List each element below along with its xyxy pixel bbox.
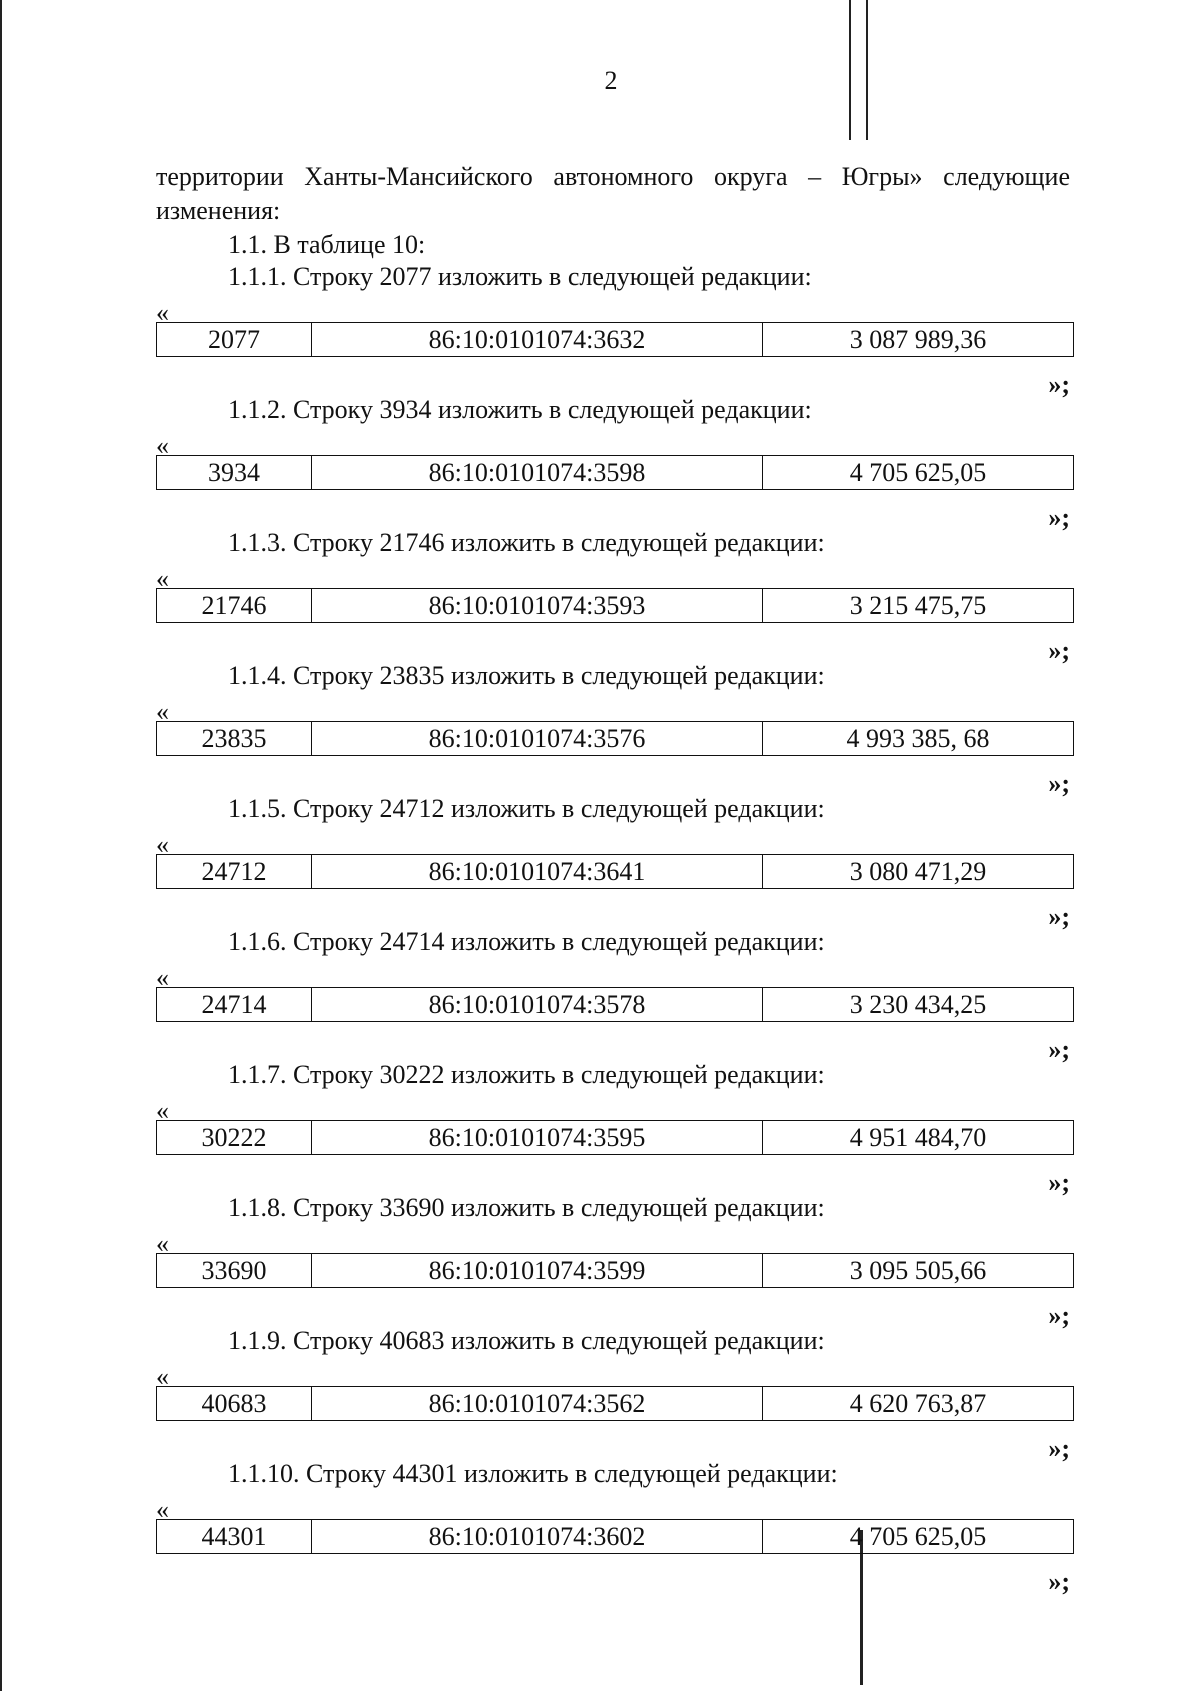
edit-heading: 1.1.4. Строку 23835 изложить в следующей редакции:	[228, 661, 825, 690]
cadastral-number-cell: 86:10:0101074:3641	[312, 855, 763, 889]
table-row	[157, 855, 1074, 889]
edit-heading: 1.1.10. Строку 44301 изложить в следующей редакции:	[228, 1459, 838, 1488]
row-number-cell: 33690	[157, 1254, 312, 1288]
open-quote: «	[156, 431, 169, 460]
row-table	[156, 854, 1074, 889]
row-number-cell: 2077	[157, 323, 312, 357]
row-number-cell: 3934	[157, 456, 312, 490]
intro-line-1: территории Ханты-Мансийского автономного округа – Югры» следующие	[156, 162, 1070, 191]
open-quote: «	[156, 564, 169, 593]
cadastral-number-cell: 86:10:0101074:3598	[312, 456, 763, 490]
close-quote: »;	[1048, 902, 1070, 931]
scan-artifact-line	[849, 0, 851, 140]
cadastral-number-cell: 86:10:0101074:3578	[312, 988, 763, 1022]
row-table	[156, 987, 1074, 1022]
cadastral-number-cell: 86:10:0101074:3576	[312, 722, 763, 756]
open-quote: «	[156, 697, 169, 726]
cadastral-number-cell: 86:10:0101074:3593	[312, 589, 763, 623]
close-quote: »;	[1048, 1434, 1070, 1463]
value-cell: 3 215 475,75	[763, 589, 1074, 623]
row-table	[156, 588, 1074, 623]
table-row	[157, 722, 1074, 756]
table-row	[157, 323, 1074, 357]
item-1-1: 1.1. В таблице 10:	[228, 230, 426, 259]
cadastral-number-cell: 86:10:0101074:3562	[312, 1387, 763, 1421]
row-number-cell: 24712	[157, 855, 312, 889]
close-quote: »;	[1048, 503, 1070, 532]
intro-line-2: изменения:	[156, 196, 281, 225]
edit-heading: 1.1.9. Строку 40683 изложить в следующей редакции:	[228, 1326, 825, 1355]
value-cell: 4 620 763,87	[763, 1387, 1074, 1421]
value-cell: 3 095 505,66	[763, 1254, 1074, 1288]
value-cell: 4 705 625,05	[763, 456, 1074, 490]
table-row	[157, 589, 1074, 623]
row-table	[156, 455, 1074, 490]
edit-heading: 1.1.2. Строку 3934 изложить в следующей редакции:	[228, 395, 812, 424]
close-quote: »;	[1048, 1168, 1070, 1197]
edit-heading: 1.1.6. Строку 24714 изложить в следующей редакции:	[228, 927, 825, 956]
close-quote: »;	[1048, 1035, 1070, 1064]
cadastral-number-cell: 86:10:0101074:3632	[312, 323, 763, 357]
scan-artifact-line	[866, 0, 868, 140]
close-quote: »;	[1048, 636, 1070, 665]
edit-heading: 1.1.3. Строку 21746 изложить в следующей редакции:	[228, 528, 825, 557]
close-quote: »;	[1048, 370, 1070, 399]
value-cell: 4 951 484,70	[763, 1121, 1074, 1155]
close-quote: »;	[1048, 1567, 1070, 1596]
row-table	[156, 1253, 1074, 1288]
intro-paragraph	[156, 160, 1070, 262]
cadastral-number-cell: 86:10:0101074:3595	[312, 1121, 763, 1155]
table-row	[157, 1387, 1074, 1421]
value-cell: 4 705 625,05	[763, 1520, 1074, 1554]
value-cell: 3 087 989,36	[763, 323, 1074, 357]
open-quote: «	[156, 1362, 169, 1391]
row-table	[156, 1519, 1074, 1554]
scan-artifact-line	[0, 0, 2, 1691]
edit-heading: 1.1.8. Строку 33690 изложить в следующей редакции:	[228, 1193, 825, 1222]
open-quote: «	[156, 298, 169, 327]
close-quote: »;	[1048, 1301, 1070, 1330]
table-row	[157, 1520, 1074, 1554]
edit-heading: 1.1.1. Строку 2077 изложить в следующей редакции:	[228, 262, 812, 291]
row-table	[156, 1120, 1074, 1155]
table-row	[157, 1121, 1074, 1155]
open-quote: «	[156, 963, 169, 992]
value-cell: 4 993 385, 68	[763, 722, 1074, 756]
table-row	[157, 1254, 1074, 1288]
value-cell: 3 230 434,25	[763, 988, 1074, 1022]
close-quote: »;	[1048, 769, 1070, 798]
row-table	[156, 322, 1074, 357]
edit-heading: 1.1.7. Строку 30222 изложить в следующей редакции:	[228, 1060, 825, 1089]
page-number: 2	[604, 66, 618, 95]
cadastral-number-cell: 86:10:0101074:3599	[312, 1254, 763, 1288]
open-quote: «	[156, 1096, 169, 1125]
row-number-cell: 40683	[157, 1387, 312, 1421]
open-quote: «	[156, 830, 169, 859]
open-quote: «	[156, 1495, 169, 1524]
open-quote: «	[156, 1229, 169, 1258]
edit-heading: 1.1.5. Строку 24712 изложить в следующей редакции:	[228, 794, 825, 823]
row-number-cell: 30222	[157, 1121, 312, 1155]
row-table	[156, 721, 1074, 756]
cadastral-number-cell: 86:10:0101074:3602	[312, 1520, 763, 1554]
row-number-cell: 23835	[157, 722, 312, 756]
value-cell: 3 080 471,29	[763, 855, 1074, 889]
table-row	[157, 988, 1074, 1022]
row-table	[156, 1386, 1074, 1421]
table-row	[157, 456, 1074, 490]
row-number-cell: 21746	[157, 589, 312, 623]
row-number-cell: 44301	[157, 1520, 312, 1554]
row-number-cell: 24714	[157, 988, 312, 1022]
